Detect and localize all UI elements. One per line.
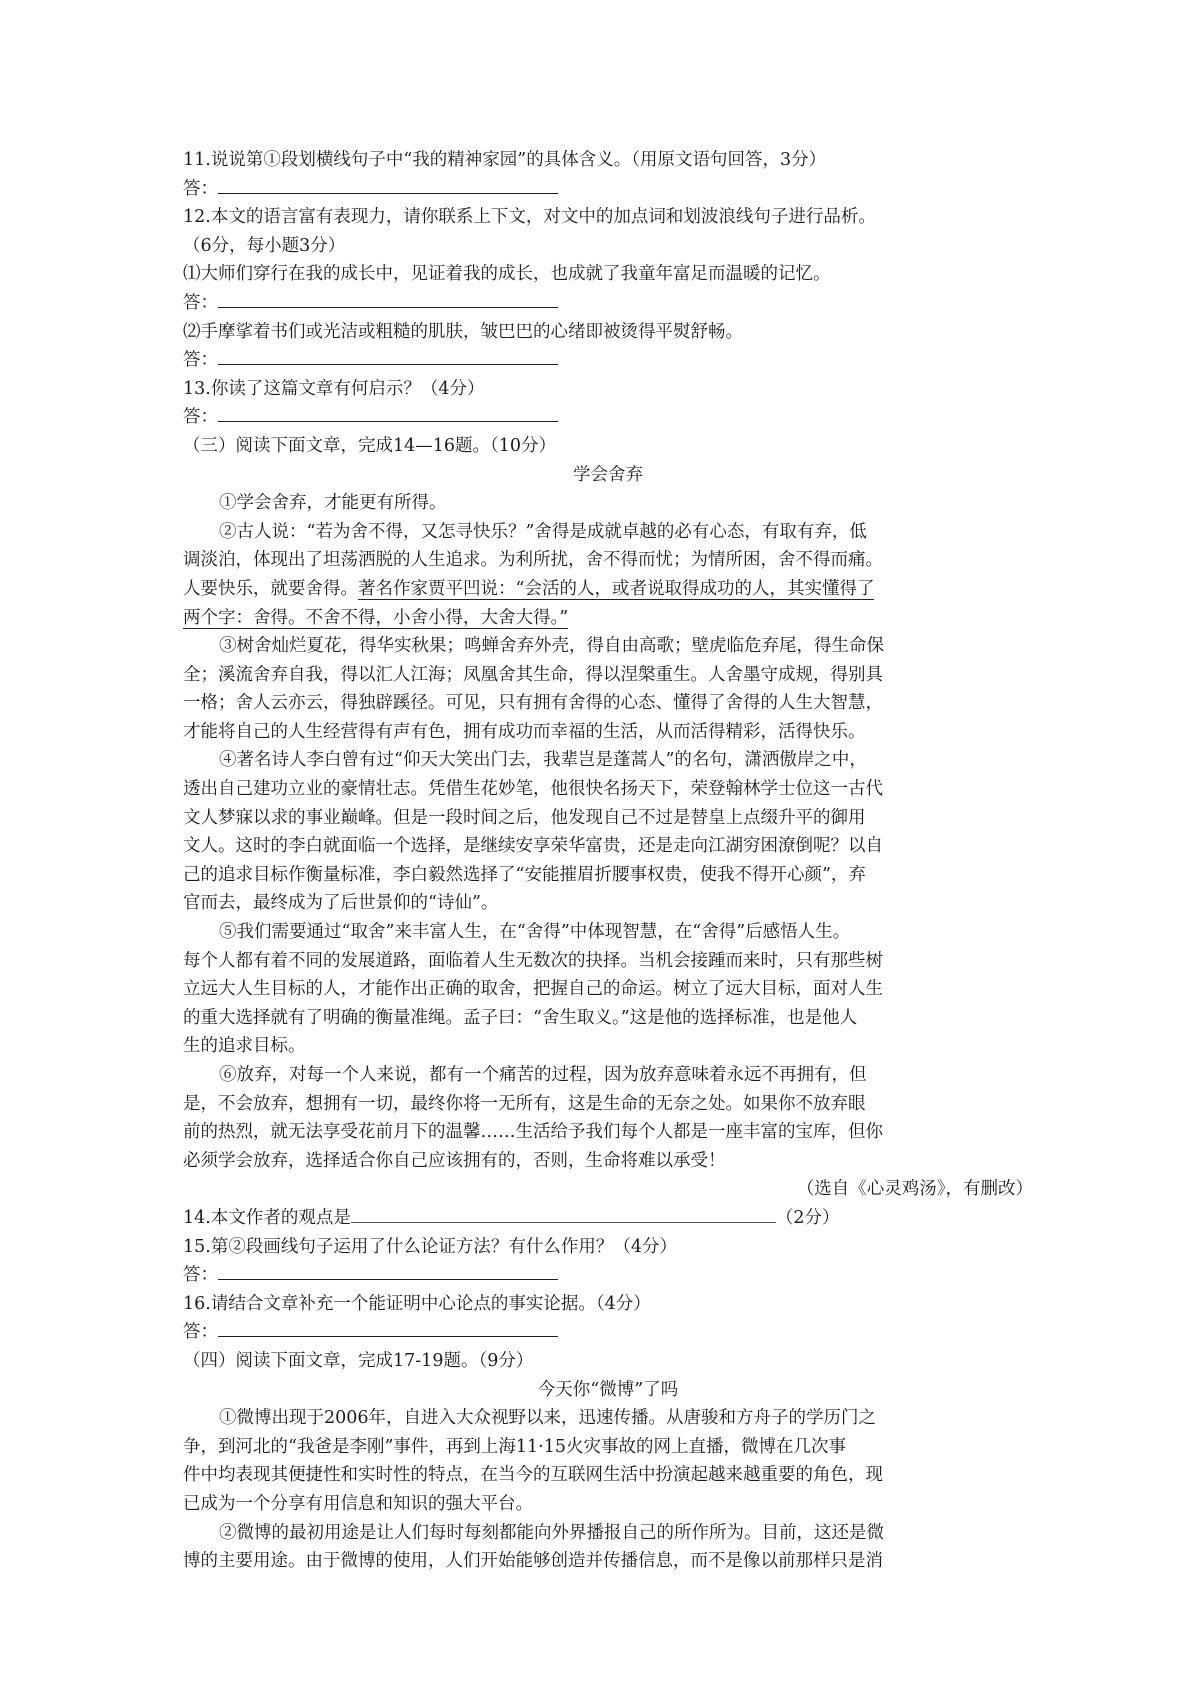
answer-line-11[interactable]	[183, 175, 1033, 204]
answer-line-15[interactable]	[183, 1261, 1033, 1290]
answer-blank[interactable]	[351, 1204, 776, 1223]
question-14-points: （2分）	[775, 1207, 840, 1228]
answer-blank[interactable]	[218, 1318, 558, 1337]
underlined-sentence: 两个字：舍得。不舍不得，小舍小得，大舍大得。”	[183, 607, 569, 628]
answer-label: 答：	[183, 292, 218, 313]
answer-line-16[interactable]	[183, 1318, 1033, 1347]
section-4-heading: （四）阅读下面文章，完成17-19题。（9分）	[183, 1350, 534, 1371]
question-12-1: ⑴大师们穿行在我的成长中，见证着我的成长，也成就了我童年富足而温暖的记忆。	[183, 264, 831, 285]
answer-label: 答：	[183, 1322, 218, 1343]
question-12: 12.本文的语言富有表现力，请你联系上下文，对文中的加点词和划波浪线句子进行品析。	[183, 207, 876, 228]
paragraph-4-line: 透出自己建功立业的豪情壮志。凭借生花妙笔，他很快名扬天下，荣登翰林学士位这一古代	[183, 779, 883, 800]
paragraph-5-line: ⑤我们需要通过“取舍”来丰富人生，在“舍得”中体现智慧，在“舍得”后感悟人生。	[219, 922, 851, 943]
article-title: 今天你“微博”了吗	[537, 1379, 679, 1400]
underlined-sentence: 著名作家贾平凹说：“会活的人，或者说取得成功的人，其实懂得了	[358, 578, 875, 599]
paragraph-line: 件中均表现其便捷性和实时性的特点，在当今的互联网生活中扮演起越来越重要的角色，现	[183, 1465, 883, 1486]
paragraph-4-line: 文人。这时的李白就面临一个选择，是继续安享荣华富贵，还是走向江湖穷困潦倒呢？以自	[183, 836, 883, 857]
paragraph-2-line: 调淡泊，体现出了坦荡洒脱的人生追求。为利所扰，舍不得而忧；为情所困，舍不得而痛。	[183, 550, 883, 571]
paragraph-4-line: 己的追求目标作衡量标准，李白毅然选择了“安能摧眉折腰事权贵，使我不得开心颜”，弃	[183, 864, 866, 885]
question-12-2: ⑵手摩挲着书们或光洁或粗糙的肌肤，皱巴巴的心绪即被烫得平熨舒畅。	[183, 321, 743, 342]
paragraph-2-line	[183, 604, 1033, 633]
paragraph-6-line: ⑥放弃，对每一个人来说，都有一个痛苦的过程，因为放弃意味着永远不再拥有，但	[219, 1065, 867, 1085]
answer-label: 答：	[183, 407, 218, 428]
paragraph-line: 博的主要用途。由于微博的使用，人们开始能够创造并传播信息，而不是像以前那样只是消	[183, 1551, 883, 1572]
answer-blank[interactable]	[218, 289, 558, 308]
answer-label: 答：	[183, 1265, 218, 1286]
paragraph-3-line: 全；溪流舍弃自我，得以汇人江海；凤凰舍其生命，得以涅槃重生。人舍墨守成规，得别具	[183, 664, 883, 685]
paragraph-6-line: 前的热烈，就无法享受花前月下的温馨……生活给予我们每个人都是一座丰富的宝库，但你	[183, 1122, 883, 1143]
answer-label: 答：	[183, 350, 218, 371]
section-3-heading: （三）阅读下面文章，完成14—16题。（10分）	[183, 435, 557, 456]
answer-line-12-2[interactable]	[183, 346, 1033, 375]
paragraph-5-line: 的重大选择就有了明确的衡量准绳。孟子曰：“舍生取义。”这是他的选择标准，也是他人	[183, 1007, 858, 1028]
answer-line-13[interactable]	[183, 403, 1033, 432]
answer-label: 答：	[183, 178, 218, 199]
answer-line-12-1[interactable]	[183, 289, 1033, 318]
question-16: 16.请结合文章补充一个能证明中心论点的事实论据。（4分）	[183, 1293, 651, 1314]
question-12-points: （6分，每小题3分）	[183, 235, 346, 256]
paragraph-3-line: 才能将自己的人生经营得有声有色，拥有成功而幸福的生活，从而活得精彩，活得快乐。	[183, 721, 866, 742]
paragraph-line: 已成为一个分享有用信息和知识的强大平台。	[183, 1493, 533, 1514]
answer-blank[interactable]	[218, 175, 558, 194]
paragraph-4-line: 官而去，最终成为了后世景仰的“诗仙”。	[183, 893, 499, 914]
paragraph-6-line: 是，不会放弃，想拥有一切，最终你将一无所有，这是生命的无奈之处。如果你不放弃眼	[183, 1093, 866, 1114]
article-title: 学会舍弃	[573, 464, 643, 485]
paragraph-line: 争，到河北的“我爸是李刚”事件，再到上海11·15火灾事故的网上直播，微博在几次事	[183, 1436, 846, 1457]
article-source: （选自《心灵鸡汤》，有删改）	[796, 1179, 1033, 1200]
paragraph-3-line: ③树舍灿烂夏花，得华实秋果；鸣蝉舍弃外壳，得自由高歌；壁虎临危弃尾，得生命保	[219, 636, 884, 657]
question-15: 15.第②段画线句子运用了什么论证方法？有什么作用？（4分）	[183, 1236, 677, 1257]
paragraph-2-line	[183, 575, 1033, 604]
paragraph-2-text: 人要快乐，就要舍得。	[183, 578, 358, 599]
answer-blank[interactable]	[218, 346, 558, 365]
paragraph-1: ①学会舍弃，才能更有所得。	[219, 493, 447, 514]
paragraph-2-line: ②古人说：“若为舍不得，又怎寻快乐？”舍得是成就卓越的必有心态，有取有弃，低	[219, 521, 867, 542]
paragraph-5-line: 每个人都有着不同的发展道路，面临着人生无数次的抉择。当机会接踵而来时，只有那些树	[183, 950, 883, 971]
paragraph-5-line: 生的追求目标。	[183, 1036, 306, 1057]
paragraph-4-line: 文人梦寐以求的事业巅峰。但是一段时间之后，他发现自己不过是替皇上点缀升平的御用	[183, 807, 866, 828]
answer-blank[interactable]	[218, 403, 558, 422]
paragraph-4-line: ④著名诗人李白曾有过“仰天大笑出门去，我辈岂是蓬蒿人”的名句，潇洒傲岸之中，	[219, 750, 867, 771]
paragraph-6-line: 必须学会放弃，选择适合你自己应该拥有的，否则，生命将难以承受！	[183, 1150, 726, 1171]
question-11: 11.说说第①段划横线句子中“我的精神家园”的具体含义。（用原文语句回答，3分）	[183, 150, 827, 170]
paragraph-3-line: 一格；舍人云亦云，得独辟蹊径。可见，只有拥有舍得的心态、懂得了舍得的人生大智慧，	[183, 693, 883, 714]
exam-page	[183, 146, 1033, 1576]
question-14[interactable]	[183, 1204, 1033, 1233]
paragraph-line: ①微博出现于2006年，自进入大众视野以来，迅速传播。从唐骏和方舟子的学历门之	[219, 1408, 877, 1429]
paragraph-line: ②微博的最初用途是让人们每时每刻都能向外界播报自己的所作所为。目前，这还是微	[219, 1522, 884, 1543]
answer-blank[interactable]	[218, 1261, 558, 1280]
question-13: 13.你读了这篇文章有何启示？（4分）	[183, 378, 485, 399]
paragraph-5-line: 立远大人生目标的人，才能作出正确的取舍，把握自己的命运。树立了远大目标，面对人生	[183, 979, 883, 1000]
question-14-text: 14.本文作者的观点是	[183, 1207, 351, 1228]
